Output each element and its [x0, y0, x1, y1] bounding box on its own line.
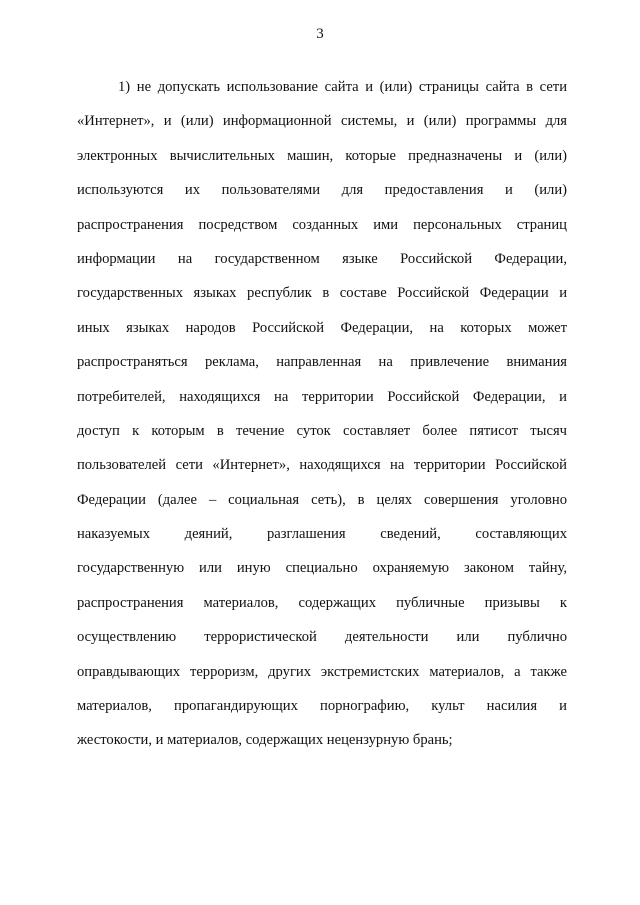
text-line: жестокости, и материалов, содержащих нецензурную брань;	[77, 732, 453, 749]
text-line: государственных языках республик в составе Российской Федерации и	[77, 285, 567, 302]
text-line: государственную или иную специально охраняемую законом тайну,	[77, 560, 567, 577]
text-line: потребителей, находящихся на территории Российской Федерации, и	[77, 388, 567, 405]
text-line: материалов, пропагандирующих порнографию, культ насилия и	[77, 698, 567, 715]
text-line: доступ к которым в течение суток составляет более пятисот тысяч	[77, 422, 567, 439]
text-line: осуществлению террористической деятельности или публично	[77, 629, 567, 646]
text-line: распространяться реклама, направленная на привлечение внимания	[77, 354, 567, 371]
text-line: 1) не допускать использование сайта и (или) страницы сайта в сети	[118, 79, 567, 95]
paragraph-item-1	[77, 70, 567, 758]
text-line: пользователей сети «Интернет», находящихся на территории Российской	[77, 457, 567, 474]
text-line: электронных вычислительных машин, которые предназначены и (или)	[77, 147, 567, 164]
text-line: распространения посредством созданных ими персональных страниц	[77, 216, 567, 233]
text-line: оправдывающих терроризм, других экстремистских материалов, а также	[77, 663, 567, 680]
text-line: распространения материалов, содержащих публичные призывы к	[77, 594, 567, 611]
text-line: иных языках народов Российской Федерации, на которых может	[77, 319, 567, 336]
text-line: наказуемых деяний, разглашения сведений, составляющих	[77, 526, 567, 543]
text-line: информации на государственном языке Российской Федерации,	[77, 250, 567, 267]
text-line: Федерации (далее – социальная сеть), в целях совершения уголовно	[77, 491, 567, 508]
text-line: используются их пользователями для предоставления и (или)	[77, 182, 567, 199]
page-number: 3	[316, 26, 324, 42]
text-line: «Интернет», и (или) информационной системы, и (или) программы для	[77, 113, 567, 130]
